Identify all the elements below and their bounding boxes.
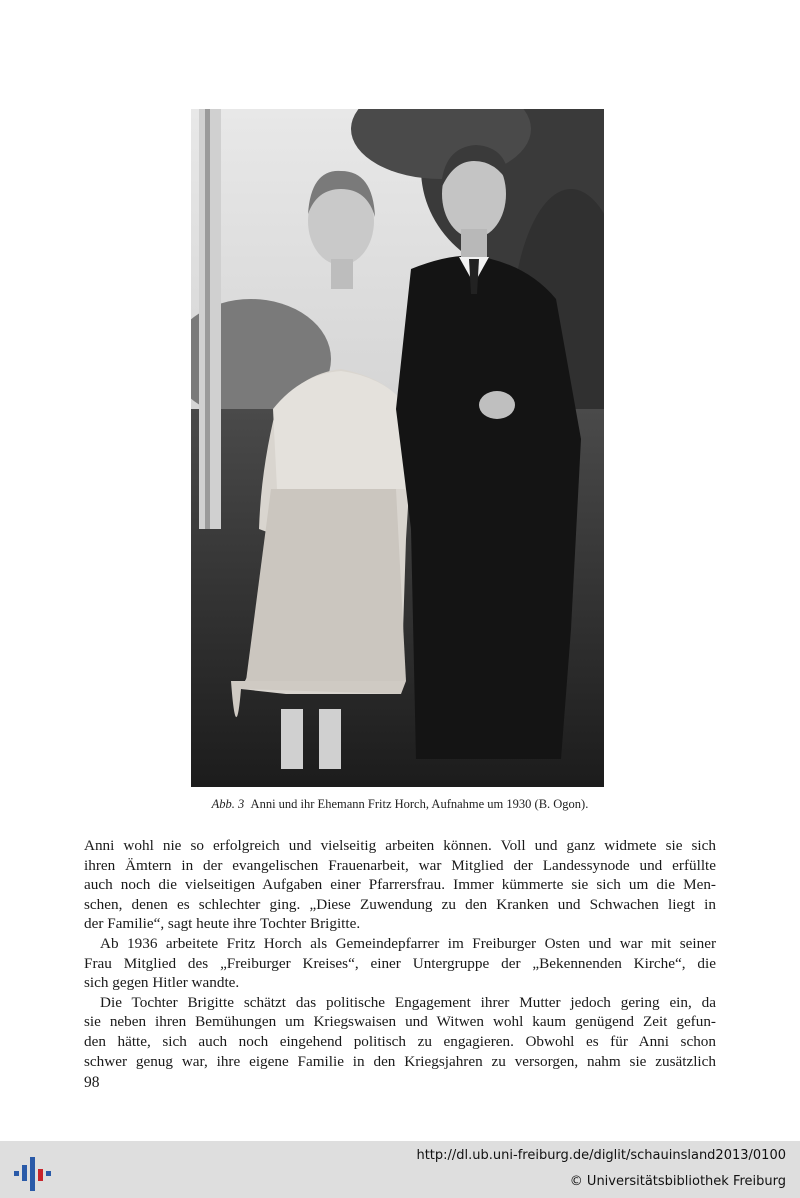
figure-caption-text: Anni und ihr Ehemann Fritz Horch, Aufnahme um 1930 (B. Ogon). [250, 797, 589, 811]
copyright-notice: © Universitätsbibliothek Freiburg [569, 1174, 786, 1189]
figure-caption [0, 797, 800, 812]
photo-image [191, 109, 604, 787]
body-text [84, 836, 716, 1071]
text-line: der Familie“, sagt heute ihre Tochter Brigitte. [84, 915, 361, 933]
ub-freiburg-logo-icon[interactable] [12, 1151, 52, 1191]
text-line: Die Tochter Brigitte schätzt das politische Engagement ihrer Mutter jedoch gering ein, da [100, 993, 716, 1011]
text-line: Frau Mitglied des „Freiburger Kreises“, einer Untergruppe der „Bekennenden Kirche“, die [84, 954, 716, 972]
text-line: Ab 1936 arbeitete Fritz Horch als Gemeindepfarrer im Freiburger Osten und war mit seiner [100, 934, 716, 952]
text-line: ihren Ämtern in der evangelischen Frauenarbeit, war Mitglied der Landessynode und erfüllte [84, 856, 716, 874]
figure-label: Abb. 3 [211, 797, 245, 811]
document-url-link[interactable]: http://dl.ub.uni-freiburg.de/diglit/schauinsland2013/0100 [416, 1148, 786, 1163]
paragraph-2 [84, 934, 716, 993]
text-line: sich gegen Hitler wandte. [84, 974, 240, 992]
page-number: 98 [84, 1074, 100, 1091]
photograph-anni-and-fritz-horch [191, 109, 604, 787]
text-line: Anni wohl nie so erfolgreich und vielseitig arbeiten können. Voll und ganz widmete sie sich [84, 837, 716, 854]
paragraph-3 [84, 993, 716, 1071]
text-line: schwer genug war, ihre eigene Familie in den Kriegsjahren zu versorgen, nahm sie zusätzlich [84, 1052, 716, 1070]
text-line: schen, denen es schlechter ging. „Diese Zuwendung zu den Kranken und Schwachen liegt in [84, 895, 716, 913]
paragraph-1 [84, 836, 716, 934]
text-line: auch noch die vielseitigen Aufgaben einer Pfarrersfrau. Immer kümmerte sie sich um die Men- [84, 876, 716, 894]
text-line: den hätte, sich auch noch eingehend politisch zu engagieren. Obwohl es für Anni schon [84, 1032, 716, 1050]
footer-bar [0, 1141, 800, 1198]
text-line: sie neben ihren Bemühungen um Kriegswaisen und Witwen wohl kaum genügend Zeit gefun- [84, 1013, 716, 1031]
